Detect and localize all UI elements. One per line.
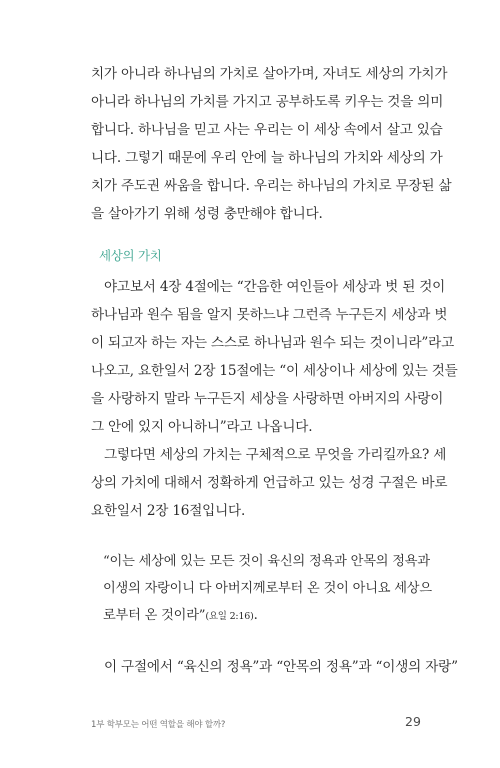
section-heading: 세상의 가치 xyxy=(99,248,162,263)
paragraph-1-line-2: 아니라 하나님의 가치를 가지고 공부하도록 키우는 것을 의미 xyxy=(91,94,444,110)
paragraph-1-line-6: 을 살아가기 위해 성령 충만해야 합니다. xyxy=(91,206,323,222)
paragraph-2-line-6: 그 안에 있지 아니하니”라고 나옵니다. xyxy=(91,419,313,435)
quote-line-1: “이는 세상에 있는 모든 것이 육신의 정욕과 안목의 정욕과 xyxy=(103,554,430,569)
page-number: 29 xyxy=(405,714,421,729)
paragraph-4-line-1: 이 구절에서 “육신의 정욕”과 “안목의 정욕”과 “이생의 자랑” xyxy=(104,659,458,675)
paragraph-2-line-5: 을 사랑하지 말라 누구든지 세상을 사랑하면 아버지의 사랑이 xyxy=(91,391,444,407)
quote-line-2: 이생의 자랑이니 다 아버지께로부터 온 것이 아니요 세상으 xyxy=(103,581,432,596)
paragraph-3-line-1: 그렇다면 세상의 가치는 구체적으로 무엇을 가리킬까요? 세 xyxy=(104,447,447,463)
paragraph-1-line-4: 니다. 그렇기 때문에 우리 안에 늘 하나님의 가치와 세상의 가 xyxy=(91,150,443,166)
running-head: 1부 학부모는 어떤 역할을 해야 할까? xyxy=(91,720,226,730)
paragraph-1-line-1: 치가 아니라 하나님의 가치로 살아가며, 자녀도 세상의 가치가 xyxy=(91,66,448,82)
paragraph-2-line-2: 하나님과 원수 됨을 알지 못하느냐 그런즉 누구든지 세상과 벗 xyxy=(91,307,448,323)
paragraph-3-line-3: 요한일서 2장 16절입니다. xyxy=(91,503,246,519)
paragraph-2-line-1: 야고보서 4장 4절에는 “간음한 여인들아 세상과 벗 된 것이 xyxy=(104,279,446,295)
quote-line-3-text: 로부터 온 것이라” xyxy=(103,608,206,623)
paragraph-1-line-5: 치가 주도권 싸움을 합니다. 우리는 하나님의 가치로 무장된 삶 xyxy=(91,178,452,194)
paragraph-3-line-2: 상의 가치에 대해서 정확하게 언급하고 있는 성경 구절은 바로 xyxy=(91,475,448,491)
quote-line-3 xyxy=(103,606,258,627)
paragraph-1-line-3: 합니다. 하나님을 믿고 사는 우리는 이 세상 속에서 살고 있습 xyxy=(91,122,443,138)
paragraph-2-line-4: 나오고, 요한일서 2장 15절에는 “이 세상이나 세상에 있는 것들 xyxy=(91,363,458,379)
scripture-reference: (요일 2:16) xyxy=(205,611,254,622)
quote-end-punctuation: . xyxy=(253,608,258,623)
paragraph-2-line-3: 이 되고자 하는 자는 스스로 하나님과 원수 되는 것이니라”라고 xyxy=(91,335,455,351)
